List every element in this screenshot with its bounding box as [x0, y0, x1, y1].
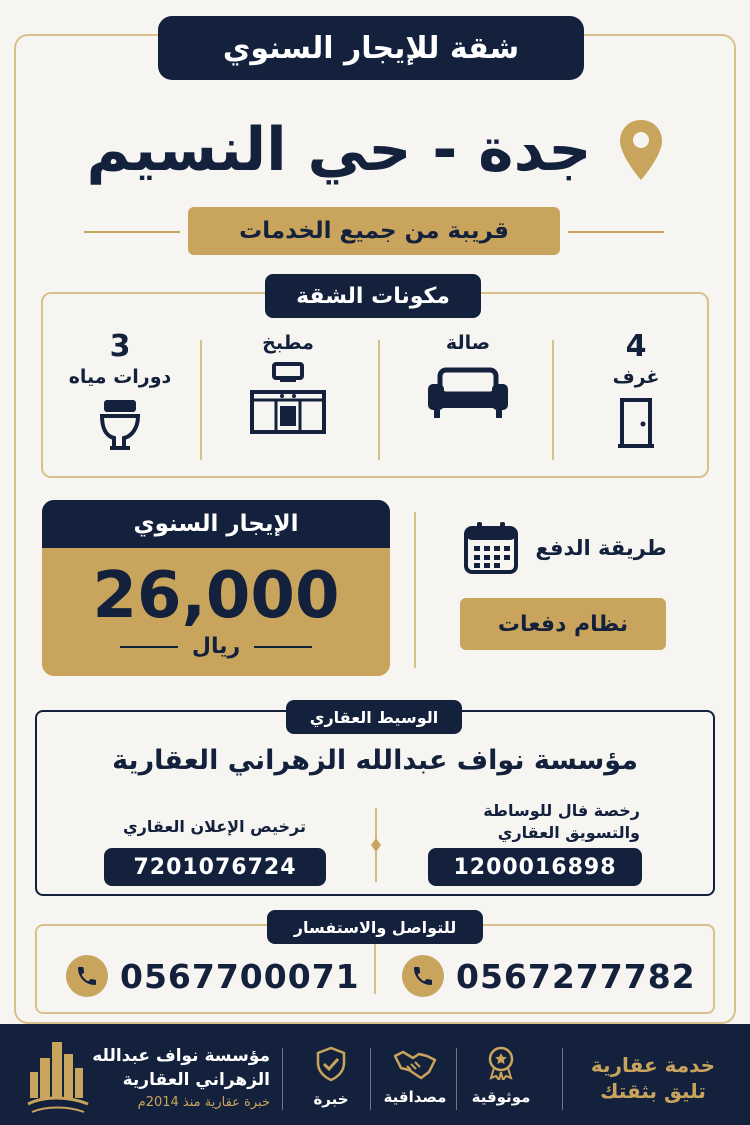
annual-rent-card — [42, 500, 390, 676]
star-medal-icon — [484, 1046, 518, 1080]
value-experience — [292, 1046, 370, 1108]
services-note: قريبة من جميع الخدمات — [188, 207, 560, 255]
services-line-right — [568, 231, 664, 233]
bathrooms-count: 3 — [109, 329, 131, 364]
phone-number[interactable]: 0567277782 — [456, 956, 696, 996]
phone-item[interactable] — [66, 950, 360, 1002]
rent-currency: ريال — [191, 634, 241, 659]
component-living — [388, 330, 548, 470]
footer-org — [92, 1044, 270, 1114]
kitchen-icon — [250, 362, 326, 434]
footer-bar — [0, 1024, 750, 1125]
components-divider — [552, 340, 554, 460]
fal-license-label — [430, 800, 640, 844]
org-name-line-1: مؤسسة نواف عبدالله — [92, 1046, 270, 1066]
rent-currency-row — [42, 634, 390, 659]
kitchen-label: مطبخ — [262, 332, 314, 354]
services-line-left — [84, 231, 180, 233]
payment-method-label: طريقة الدفع — [535, 536, 667, 560]
phone-item[interactable] — [402, 950, 696, 1002]
footer-separator — [370, 1048, 371, 1110]
component-bathrooms — [40, 330, 200, 470]
ornament-divider-icon — [369, 808, 383, 882]
contact-divider — [374, 944, 376, 994]
components-title: مكونات الشقة — [265, 274, 481, 318]
bathrooms-label: دورات مياه — [68, 366, 172, 388]
fal-license-label-line-2: والتسويق العقاري — [497, 823, 640, 842]
payment-method-value: نظام دفعات — [460, 598, 666, 650]
currency-line-right — [254, 646, 312, 648]
fal-license-label-line-1: رخصة فال للوساطة — [483, 801, 640, 820]
payment-method-row — [440, 516, 690, 580]
value-reliability-label: موثوقية — [471, 1088, 531, 1106]
phone-number[interactable]: 0567700071 — [120, 956, 360, 996]
footer-slogan — [578, 1052, 728, 1104]
door-icon — [616, 398, 656, 450]
slogan-line-1: خدمة عقارية — [590, 1053, 716, 1077]
phone-icon — [402, 955, 444, 997]
value-reliability — [462, 1046, 540, 1106]
org-logo-icon — [26, 1038, 90, 1118]
toilet-icon — [100, 398, 140, 452]
component-kitchen — [208, 330, 368, 470]
shield-check-icon — [315, 1046, 347, 1082]
value-credibility — [376, 1046, 454, 1106]
ad-license-number: 7201076724 — [104, 848, 326, 886]
location-text: جدة - حي النسيم — [86, 115, 592, 185]
sofa-icon — [426, 364, 510, 420]
listing-type-title: شقة للإيجار السنوي — [158, 16, 584, 80]
components-divider — [378, 340, 380, 460]
location-pin-icon — [618, 118, 664, 182]
component-rooms — [556, 330, 716, 470]
rent-divider — [414, 512, 416, 668]
footer-separator — [562, 1048, 563, 1110]
rent-amount: 26,000 — [92, 559, 340, 633]
living-label: صالة — [445, 332, 491, 354]
org-name-line-2: الزهراني العقارية — [122, 1070, 270, 1090]
rooms-count: 4 — [625, 329, 647, 364]
org-since: خبرة عقارية منذ 2014م — [137, 1095, 270, 1110]
handshake-icon — [393, 1046, 437, 1080]
rent-title: الإيجار السنوي — [42, 500, 390, 548]
phone-icon — [66, 955, 108, 997]
contact-title: للتواصل والاستفسار — [267, 910, 483, 944]
calendar-icon — [463, 520, 519, 576]
rooms-label: غرف — [612, 366, 660, 388]
ad-license-label: ترخيص الإعلان العقاري — [122, 817, 306, 836]
footer-separator — [456, 1048, 457, 1110]
value-credibility-label: مصداقية — [383, 1088, 447, 1106]
location-heading — [40, 100, 710, 200]
slogan-line-2: تليق بثقتك — [600, 1079, 706, 1103]
footer-separator — [282, 1048, 283, 1110]
value-experience-label: خبرة — [313, 1090, 349, 1108]
broker-name: مؤسسة نواف عبدالله الزهراني العقارية — [112, 745, 638, 776]
fal-license-number: 1200016898 — [428, 848, 642, 886]
components-divider — [200, 340, 202, 460]
broker-title: الوسيط العقاري — [286, 700, 462, 734]
currency-line-left — [120, 646, 178, 648]
